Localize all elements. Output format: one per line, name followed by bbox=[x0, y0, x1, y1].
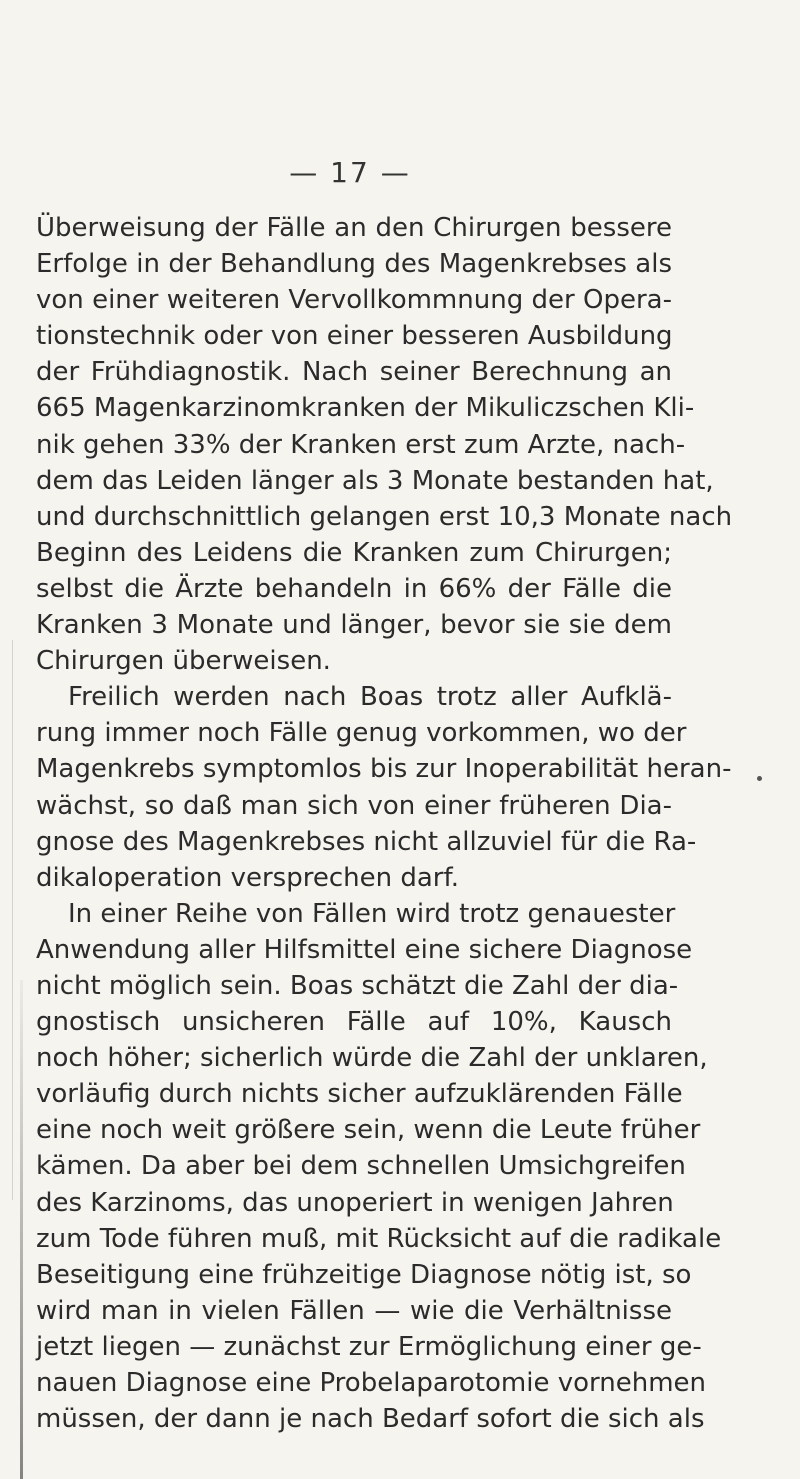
text-line: von einer weiteren Vervollkommnung der Opera- bbox=[36, 285, 672, 316]
text-line: zum Tode führen muß, mit Rücksicht auf die radikale bbox=[36, 1223, 722, 1254]
text-line: Magenkrebs symptomlos bis zur Inoperabilität heran- bbox=[36, 754, 732, 785]
text-line: dikaloperation versprechen darf. bbox=[36, 862, 459, 893]
text-line: kämen. Da aber bei dem schnellen Umsichgreifen bbox=[36, 1151, 686, 1182]
text-line: 665 Magenkarzinomkranken der Mikuliczschen Kli- bbox=[36, 393, 695, 424]
text-line: wird man in vielen Fällen — wie die Verhältnisse bbox=[36, 1295, 672, 1326]
text-line: nik gehen 33% der Kranken erst zum Arzte, nach- bbox=[36, 429, 686, 460]
text-line: rung immer noch Fälle genug vorkommen, wo der bbox=[36, 718, 687, 749]
page-number: — 17 — bbox=[289, 156, 411, 189]
text-line: eine noch weit größere sein, wenn die Leute früher bbox=[36, 1115, 701, 1146]
text-line: Kranken 3 Monate und länger, bevor sie sie dem bbox=[36, 610, 672, 641]
margin-dot-mark bbox=[757, 776, 762, 781]
text-line: Erfolge in der Behandlung des Magenkrebses als bbox=[36, 249, 672, 280]
text-line: der Frühdiagnostik. Nach seiner Berechnung an bbox=[36, 357, 672, 388]
text-line: wächst, so daß man sich von einer früheren Dia- bbox=[36, 790, 672, 821]
text-line: selbst die Ärzte behandeln in 66% der Fälle die bbox=[36, 573, 672, 604]
text-line: Chirurgen überweisen. bbox=[36, 646, 331, 677]
text-line: nauen Diagnose eine Probelaparotomie vornehmen bbox=[36, 1368, 707, 1398]
text-line: In einer Reihe von Fällen wird trotz genauester bbox=[68, 898, 676, 929]
text-line: Anwendung aller Hilfsmittel eine sichere Diagnose bbox=[36, 934, 693, 965]
text-line: noch höher; sicherlich würde die Zahl der unklaren, bbox=[36, 1043, 708, 1074]
text-line: tionstechnik oder von einer besseren Ausbildung bbox=[36, 321, 673, 352]
text-line: dem das Leiden länger als 3 Monate bestanden hat, bbox=[36, 465, 714, 496]
body-text bbox=[36, 210, 733, 1437]
text-line: Beginn des Leidens die Kranken zum Chirurgen; bbox=[36, 537, 672, 568]
text-line: des Karzinoms, das unoperiert in wenigen Jahren bbox=[36, 1187, 674, 1218]
text-line: vorläufig durch nichts sicher aufzuklärenden Fälle bbox=[36, 1079, 683, 1110]
text-line: Beseitigung eine frühzeitige Diagnose nötig ist, so bbox=[36, 1259, 692, 1290]
text-line: Freilich werden nach Boas trotz aller Aufklä- bbox=[68, 682, 672, 713]
text-line: gnose des Magenkrebses nicht allzuviel für die Ra- bbox=[36, 826, 697, 857]
text-line: nicht möglich sein. Boas schätzt die Zahl der dia- bbox=[36, 970, 679, 1001]
text-line: Überweisung der Fälle an den Chirurgen bessere bbox=[36, 213, 672, 243]
text-line: und durchschnittlich gelangen erst 10,3 Monate nach bbox=[36, 501, 733, 532]
text-line: müssen, der dann je nach Bedarf sofort die sich als bbox=[36, 1404, 705, 1435]
page-edge-binding-line bbox=[20, 980, 23, 1479]
text-line: jetzt liegen — zunächst zur Ermöglichung einer ge- bbox=[36, 1331, 702, 1362]
page-edge-shadow bbox=[12, 640, 13, 1200]
text-line: gnostisch unsicheren Fälle auf 10%, Kausch bbox=[36, 1007, 672, 1038]
